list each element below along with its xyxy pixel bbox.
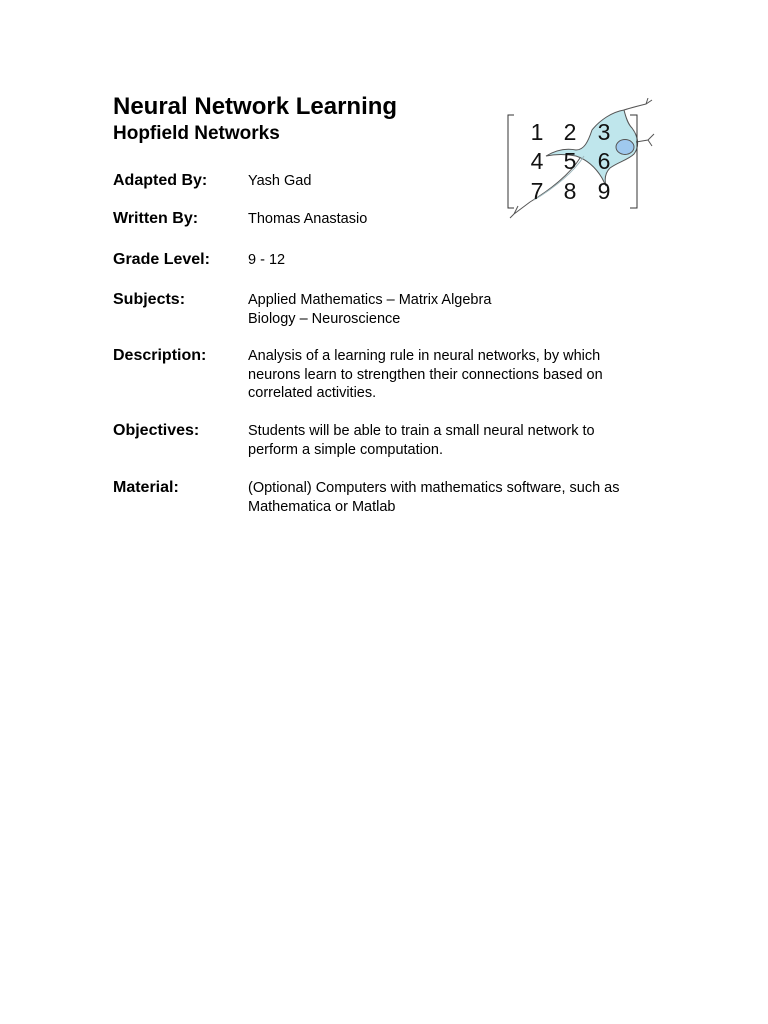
objectives-line-2: perform a simple computation. [248,441,444,458]
description-line-2: neurons learn to strengthen their connections based on [248,366,603,383]
description-line-3: correlated activities. [248,385,377,401]
grade-level-value [248,251,648,270]
description-line-1: Analysis of a learning rule in neural networks, by which [248,348,601,364]
neuron-matrix-icon [500,98,660,224]
dendrite-top [624,98,652,110]
matrix-cell-3: 3 [597,119,611,145]
dendrite-right [636,134,654,146]
subjects-label: Subjects: [113,291,186,308]
matrix-cell-2: 2 [563,119,577,145]
written-by-label: Written By: [113,210,199,227]
document-title: Neural Network Learning [113,93,398,120]
description-label: Description: [113,347,207,364]
material-value [248,479,648,516]
material-label: Material: [113,479,179,496]
matrix-cell-6: 6 [597,148,611,174]
matrix-cell-5: 5 [563,148,577,174]
neuron-nucleus [616,140,634,155]
matrix-cell-4: 4 [530,148,544,174]
neuron-matrix-svg [500,98,660,224]
material-line-1: (Optional) Computers with mathematics software, such as [248,480,620,496]
objectives-line-1: Students will be able to train a small neural network to [248,423,595,439]
grade-level-label: Grade Level: [113,251,210,268]
adapted-by-text: Yash Gad [248,173,312,189]
objectives-label: Objectives: [113,422,200,439]
adapted-by-label: Adapted By: [113,172,208,189]
subjects-line-2: Biology – Neuroscience [248,310,401,327]
subjects-line-1: Applied Mathematics – Matrix Algebra [248,292,492,308]
matrix-cell-1: 1 [530,119,544,145]
objectives-value [248,422,648,459]
matrix-left-bracket [508,115,514,208]
matrix-cell-8: 8 [563,178,577,204]
grade-level-text: 9 - 12 [248,252,286,268]
document-subtitle: Hopfield Networks [113,123,280,144]
matrix-cell-9: 9 [597,178,611,204]
description-value [248,347,648,403]
material-line-2: Mathematica or Matlab [248,498,396,515]
subjects-value [248,291,648,328]
matrix-cell-7: 7 [530,178,544,204]
written-by-text: Thomas Anastasio [248,211,368,227]
